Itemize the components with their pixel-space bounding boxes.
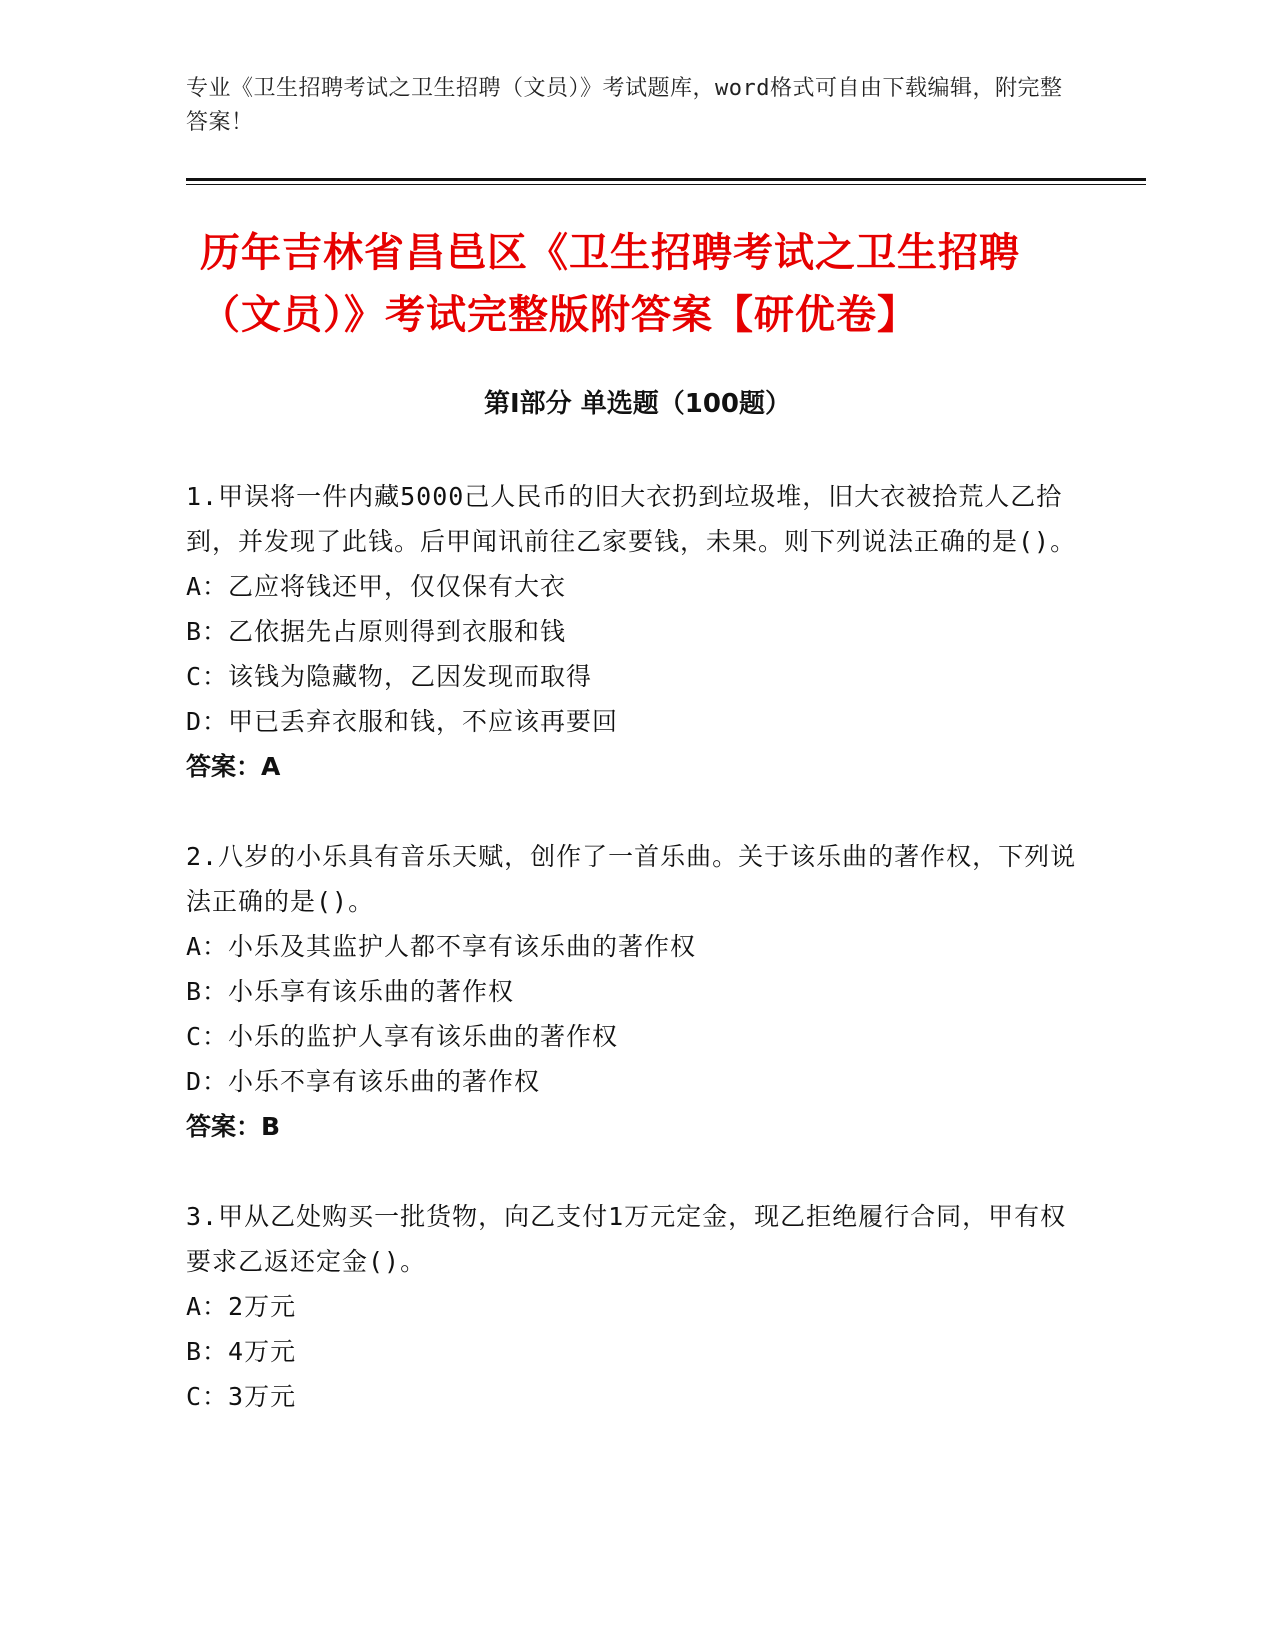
document-title: 历年吉林省昌邑区《卫生招聘考试之卫生招聘（文员）》考试完整版附答案【研优卷】: [200, 230, 1020, 338]
question-list: [186, 474, 1086, 1464]
question-1: [186, 474, 1086, 789]
header-note: 专业《卫生招聘考试之卫生招聘（文员）》考试题库，word格式可自由下载编辑，附完整答案！: [186, 76, 1063, 135]
option-c: C：该钱为隐藏物，乙因发现而取得: [186, 662, 593, 691]
question-stem: 2.八岁的小乐具有音乐天赋，创作了一首乐曲。关于该乐曲的著作权，下列说法正确的是()。: [186, 842, 1077, 916]
question-2: [186, 834, 1086, 1149]
question-stem: 3.甲从乙处购买一批货物，向乙支付1万元定金，现乙拒绝履行合同，甲有权要求乙返还定金()。: [186, 1202, 1067, 1276]
option-c: C：小乐的监护人享有该乐曲的著作权: [186, 1022, 619, 1051]
option-d: D：甲已丢弃衣服和钱，不应该再要回: [186, 707, 619, 736]
option-a: A：2万元: [186, 1292, 297, 1321]
option-d: D：小乐不享有该乐曲的著作权: [186, 1067, 541, 1096]
option-b: B：小乐享有该乐曲的著作权: [186, 977, 515, 1006]
section-title: 第Ⅰ部分 单选题（100题）: [484, 389, 791, 419]
question-stem: 1.甲误将一件内藏5000己人民币的旧大衣扔到垃圾堆，旧大衣被拾荒人乙拾到，并发现了此钱。后甲闻讯前往乙家要钱，未果。则下列说法正确的是()。: [186, 482, 1077, 556]
option-a: A：小乐及其监护人都不享有该乐曲的著作权: [186, 932, 697, 961]
option-c: C：3万元: [186, 1382, 297, 1411]
header-divider-thick: [186, 178, 1146, 181]
header-divider-thin: [186, 184, 1146, 185]
option-a: A：乙应将钱还甲，仅仅保有大衣: [186, 572, 567, 601]
option-b: B：乙依据先占原则得到衣服和钱: [186, 617, 567, 646]
answer: 答案：B: [186, 1112, 281, 1141]
answer: 答案：A: [186, 752, 281, 781]
question-3: [186, 1194, 1086, 1419]
option-b: B：4万元: [186, 1337, 297, 1366]
